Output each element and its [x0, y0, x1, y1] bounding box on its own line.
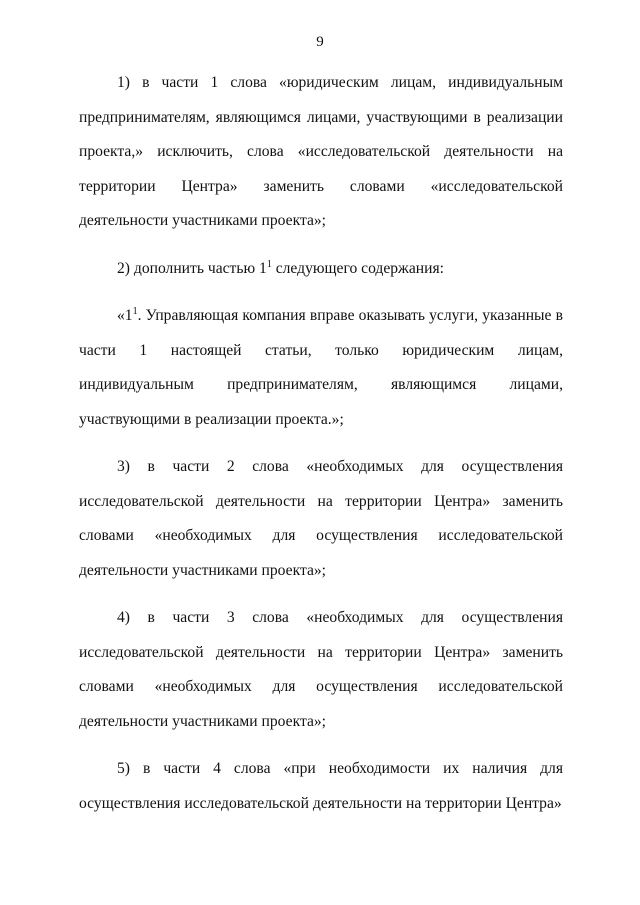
amendment-item-2-text-after: следующего содержания:	[271, 259, 444, 277]
new-part-text-before: «1	[117, 307, 133, 324]
amendment-item-4: 4) в части 3 слова «необходимых для осуществления исследовательской деятельности на территории Центра» заменить словами «необходимых для осуществления исследовательской деятельности участниками проекта»;	[79, 609, 563, 730]
amendment-item-2-text-before: 2) дополнить частью 1	[117, 259, 267, 277]
page-number: 9	[316, 34, 324, 50]
new-part-text	[79, 299, 563, 437]
document-body	[79, 66, 563, 834]
amendment-item-5: 5) в части 4 слова «при необходимости их наличия для осуществления исследовательской деятельности на территории Центра»	[79, 760, 563, 812]
amendment-item-2	[79, 252, 563, 287]
new-part-superscript: 1	[132, 306, 138, 317]
amendment-item-1: 1) в части 1 слова «юридическим лицам, индивидуальным предпринимателям, являющимся лицами, участвующими в реализации проекта,» исключить, слова «исследовательской деятельности на территории Центра» заменить словами «исследовательской деятельности участниками проекта»;	[79, 74, 563, 229]
amendment-item-2-superscript: 1	[266, 258, 272, 270]
amendment-item-3: 3) в части 2 слова «необходимых для осуществления исследовательской деятельности на территории Центра» заменить словами «необходимых для осуществления исследовательской деятельности участниками проекта»;	[79, 458, 563, 579]
new-part-text-after: . Управляющая компания вправе оказывать услуги, указанные в части 1 настоящей статьи, только юридическим лицам, индивидуальным предпринимателям, являющимся лицами, участвующими в реализации проекта.»;	[79, 307, 563, 428]
